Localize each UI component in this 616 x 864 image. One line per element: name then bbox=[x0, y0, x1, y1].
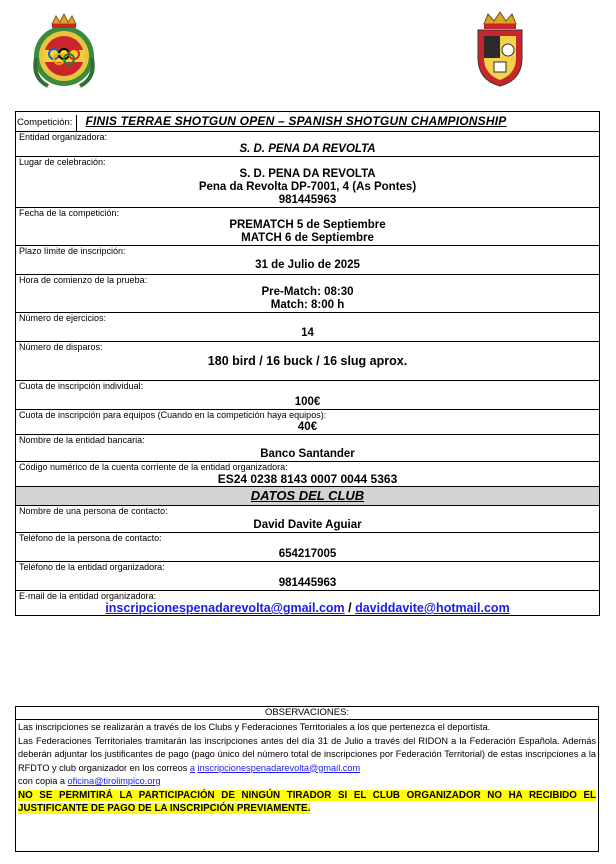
start-line1: Pre-Match: 08:30 bbox=[261, 286, 354, 298]
deadline-label: Plazo límite de inscripción: bbox=[19, 246, 126, 256]
date-label: Fecha de la competición: bbox=[19, 208, 120, 218]
date-row bbox=[16, 208, 600, 246]
competition-label: Competición: bbox=[16, 115, 77, 131]
deadline-value: 31 de Julio de 2025 bbox=[255, 259, 360, 271]
organizer-value: S. D. PENA DA REVOLTA bbox=[239, 143, 376, 155]
exercises-label: Número de ejercicios: bbox=[19, 313, 107, 323]
fee-row bbox=[16, 381, 600, 410]
email-values bbox=[19, 602, 596, 615]
bank-label: Nombre de la entidad bancaria: bbox=[19, 435, 145, 445]
contact-phone-row bbox=[16, 533, 600, 562]
email-link-secondary[interactable]: daviddavite@hotmail.com bbox=[355, 601, 510, 615]
email-separator: / bbox=[344, 601, 356, 615]
observations-copy-text: con copia a bbox=[18, 776, 68, 786]
observations-copy-email-link[interactable]: oficina@tirolimpico.org bbox=[67, 776, 161, 786]
observations-line1: Las inscripciones se realizarán a través de los Clubs y Federaciones Territoriales a los que pertenezca el deportista. bbox=[18, 722, 491, 732]
start-label: Hora de comienzo de la prueba: bbox=[19, 275, 148, 285]
contact-value: David Davite Aguiar bbox=[253, 519, 362, 531]
shots-row bbox=[16, 342, 600, 381]
email-link-primary[interactable]: inscripcionespenadarevolta@gmail.com bbox=[105, 601, 345, 615]
exercises-row bbox=[16, 313, 600, 342]
observations-title: OBSERVACIONES: bbox=[16, 707, 598, 720]
team-fee-row bbox=[16, 410, 600, 435]
contact-label: Nombre de una persona de contacto: bbox=[19, 506, 168, 516]
venue-line1: S. D. PENA DA REVOLTA bbox=[239, 168, 376, 180]
venue-line2: Pena da Revolta DP-7001, 4 (As Pontes) bbox=[198, 181, 417, 193]
organizer-row bbox=[16, 132, 600, 157]
fee-label: Cuota de inscripción individual: bbox=[19, 381, 144, 391]
account-label: Código numérico de la cuenta corriente de la entidad organizadora: bbox=[19, 462, 288, 472]
start-line2: Match: 8:00 h bbox=[270, 299, 345, 311]
observations-link-a[interactable]: a bbox=[189, 762, 196, 773]
venue-line3: 981445963 bbox=[278, 194, 337, 206]
account-value: ES24 0238 8143 0007 0044 5363 bbox=[217, 472, 398, 486]
account-row bbox=[16, 462, 600, 487]
contact-phone-label: Teléfono de la persona de contacto: bbox=[19, 533, 162, 543]
org-phone-label: Teléfono de la entidad organizadora: bbox=[19, 562, 165, 572]
bank-row bbox=[16, 435, 600, 462]
municipal-shield-icon bbox=[470, 10, 530, 88]
email-label: E-mail de la entidad organizadora: bbox=[19, 591, 157, 601]
observations-warning-text: NO SE PERMITIRÁ LA PARTICIPACIÓN DE NINGÚN TIRADOR SI EL CLUB ORGANIZADOR NO HA RECIBIDO EL JUSTIFICANTE DE PAGO DE LA INSCRIPCIÓN PREVIAMENTE. bbox=[18, 789, 596, 814]
deadline-row bbox=[16, 246, 600, 275]
observations-warning bbox=[18, 789, 596, 816]
org-phone-value: 981445963 bbox=[278, 577, 337, 589]
competition-title: FINIS TERRAE SHOTGUN OPEN – SPANISH SHOTGUN CHAMPIONSHIP bbox=[85, 114, 507, 128]
observations-box bbox=[15, 706, 599, 852]
competition-form bbox=[15, 111, 600, 616]
contact-row bbox=[16, 506, 600, 533]
date-line1: PREMATCH 5 de Septiembre bbox=[229, 219, 386, 231]
start-row bbox=[16, 275, 600, 313]
date-line2: MATCH 6 de Septiembre bbox=[241, 232, 374, 244]
observations-email-link[interactable]: inscripcionespenadarevolta@gmail.com bbox=[197, 762, 361, 773]
rfedto-crest-icon bbox=[22, 8, 106, 92]
competition-row bbox=[16, 112, 600, 132]
observations-copy-line bbox=[18, 775, 596, 789]
team-fee-value: 40€ bbox=[297, 421, 318, 433]
shots-label: Número de disparos: bbox=[19, 342, 103, 352]
observations-line2 bbox=[18, 735, 596, 776]
observations-line2-text: Las Federaciones Territoriales tramitarán las inscripciones antes del día 31 de Julio a través del RIDON a la Federación Española. Además deberán adjuntar los justificantes de pago (pago único del número total de inscripciones por Federación Territorial) de estas inscripciones a la RFDTO y club organizador en los correos bbox=[18, 735, 596, 773]
venue-row bbox=[16, 157, 600, 208]
organizer-label: Entidad organizadora: bbox=[19, 132, 108, 142]
exercises-value: 14 bbox=[301, 327, 314, 339]
team-fee-label: Cuota de inscripción para equipos (Cuando en la competición haya equipos): bbox=[19, 410, 327, 420]
contact-phone-value: 654217005 bbox=[278, 548, 337, 560]
observations-body bbox=[16, 720, 598, 817]
shots-value: 180 bird / 16 buck / 16 slug aprox. bbox=[207, 354, 408, 368]
org-phone-row bbox=[16, 562, 600, 591]
club-section-header: DATOS DEL CLUB bbox=[16, 487, 600, 506]
email-row bbox=[16, 591, 600, 616]
venue-label: Lugar de celebración: bbox=[19, 157, 106, 167]
bank-value: Banco Santander bbox=[260, 448, 355, 460]
fee-value: 100€ bbox=[294, 396, 321, 408]
